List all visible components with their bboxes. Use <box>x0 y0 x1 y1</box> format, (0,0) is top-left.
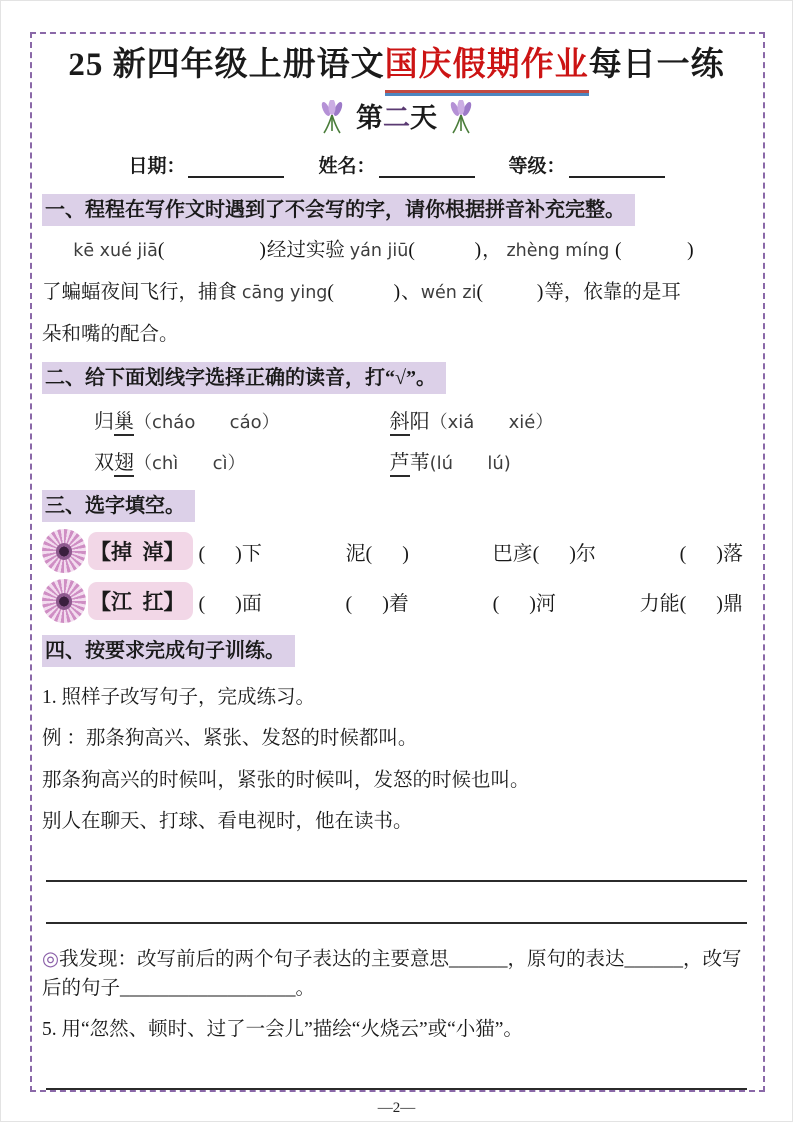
answer-line <box>46 1088 747 1090</box>
cn-text: 等，依靠的是耳 <box>544 282 681 304</box>
fill-row <box>42 579 751 623</box>
fill-items <box>193 587 752 616</box>
cn-text: 、 <box>401 282 421 304</box>
pinyin: yán jiū <box>349 241 409 262</box>
pinyin: cāng ying <box>241 283 328 304</box>
fill-blank: ( ) <box>476 282 545 304</box>
crocus-flower-icon <box>448 100 474 141</box>
daisy-flower-icon <box>42 529 86 573</box>
pronunciation-item <box>94 447 390 480</box>
underlined-char: 芦 <box>390 452 410 477</box>
discovery-note <box>42 946 751 1003</box>
fill-item: ( )落 <box>679 542 743 565</box>
section4-heading: 四、按要求完成句子训练。 <box>42 635 295 667</box>
pinyin-options: （xiá xié） <box>429 412 554 434</box>
grade-label: 等级： <box>508 156 566 178</box>
date-label: 日期： <box>128 156 186 178</box>
word: 阳 <box>409 411 430 434</box>
word: 归 <box>94 411 114 434</box>
day-number: 二 <box>383 102 410 133</box>
word: 双 <box>94 452 114 475</box>
fill-blank: ( ) <box>157 240 267 262</box>
fill-blank: ( ) <box>614 240 695 262</box>
fill-row <box>42 529 751 573</box>
pronunciation-item <box>390 406 751 439</box>
crocus-flower-icon <box>319 100 345 141</box>
grade-field <box>509 151 665 178</box>
underlined-char: 翅 <box>114 452 134 477</box>
cn-text: 经过实验 <box>266 240 350 262</box>
pinyin-options: （cháo cáo） <box>134 412 280 434</box>
day-post: 天 <box>410 102 437 133</box>
fill-blank: ( ) <box>408 240 483 262</box>
pronunciation-grid <box>42 406 751 480</box>
fill-item: 力能( )鼎 <box>639 592 743 615</box>
answer-line <box>46 922 747 924</box>
title-prefix: 25 新四年级上册语文 <box>68 47 385 83</box>
name-blank <box>379 156 475 178</box>
info-row <box>42 151 751 178</box>
underlined-char: 斜 <box>390 411 410 436</box>
day-text <box>356 103 437 133</box>
word: 苇 <box>409 452 430 475</box>
section2-heading: 二、给下面划线字选择正确的读音，打“√”。 <box>42 362 446 394</box>
bullseye-marker-icon: ◎ <box>42 949 60 971</box>
title-suffix: 每日一练 <box>588 47 725 83</box>
answer-line <box>46 880 747 882</box>
page-number: —2— <box>377 1100 416 1116</box>
question-5: 5. 用“忽然、顿时、过了一会儿”描绘“火烧云”或“小猫”。 <box>42 1018 523 1040</box>
name-field <box>318 151 474 178</box>
pinyin: wén zi <box>420 283 477 304</box>
section1-line3 <box>42 314 751 356</box>
day-heading <box>42 96 751 141</box>
fill-item: ( )河 <box>492 592 556 615</box>
fill-item: ( )下 <box>198 542 262 565</box>
date-blank <box>188 156 284 178</box>
char-choices: 【江 扛】 <box>88 582 193 620</box>
underlined-char: 巢 <box>114 411 134 436</box>
pinyin-options: （chì cì） <box>134 453 246 475</box>
pinyin-options: (lú lú) <box>429 453 511 475</box>
section1-line1 <box>42 230 751 272</box>
section3-heading: 三、选字填空。 <box>42 490 195 522</box>
cn-text: ， <box>482 240 507 262</box>
fill-item: 巴彦( )尔 <box>492 542 596 565</box>
daisy-flower-icon <box>42 579 86 623</box>
fill-item: 泥( ) <box>345 542 409 565</box>
cn-text: 朵和嘴的配合。 <box>42 324 179 346</box>
title-highlight: 国庆假期作业 <box>385 44 589 90</box>
prompt-sentence: 别人在聊天、打球、看电视时，他在读书。 <box>42 810 413 832</box>
rewritten-sentence: 那条狗高兴的时候叫，紧张的时候叫，发怒的时候也叫。 <box>42 769 530 791</box>
fill-items <box>193 537 752 566</box>
pinyin: kē xué jiā <box>73 241 158 262</box>
day-pre: 第 <box>356 102 383 133</box>
name-label: 姓名： <box>318 156 376 178</box>
example-sentence: 例 ：那条狗高兴、紧张、发怒的时候都叫。 <box>42 728 418 750</box>
grade-blank <box>569 156 665 178</box>
pinyin: zhèng míng <box>506 241 615 262</box>
question-1: 1. 照样子改写句子，完成练习。 <box>42 687 316 709</box>
discovery-text: 我发现：改写前后的两个句子表达的主要意思______，原句的表达______，改写后的句子__________________。 <box>42 949 742 999</box>
pronunciation-item <box>94 406 390 439</box>
char-choices: 【掉 淖】 <box>88 532 193 570</box>
fill-item: ( )面 <box>198 592 262 615</box>
section1-line2 <box>42 272 751 314</box>
cn-text: 了蝙蝠夜间飞行，捕食 <box>42 282 242 304</box>
date-field <box>128 151 284 178</box>
page-title <box>42 44 751 90</box>
pronunciation-item <box>390 447 751 480</box>
fill-blank: ( ) <box>327 282 402 304</box>
fill-item: ( )着 <box>345 592 409 615</box>
worksheet-border <box>30 32 765 1092</box>
section1-heading: 一、程程在写作文时遇到了不会写的字，请你根据拼音补充完整。 <box>42 194 635 226</box>
